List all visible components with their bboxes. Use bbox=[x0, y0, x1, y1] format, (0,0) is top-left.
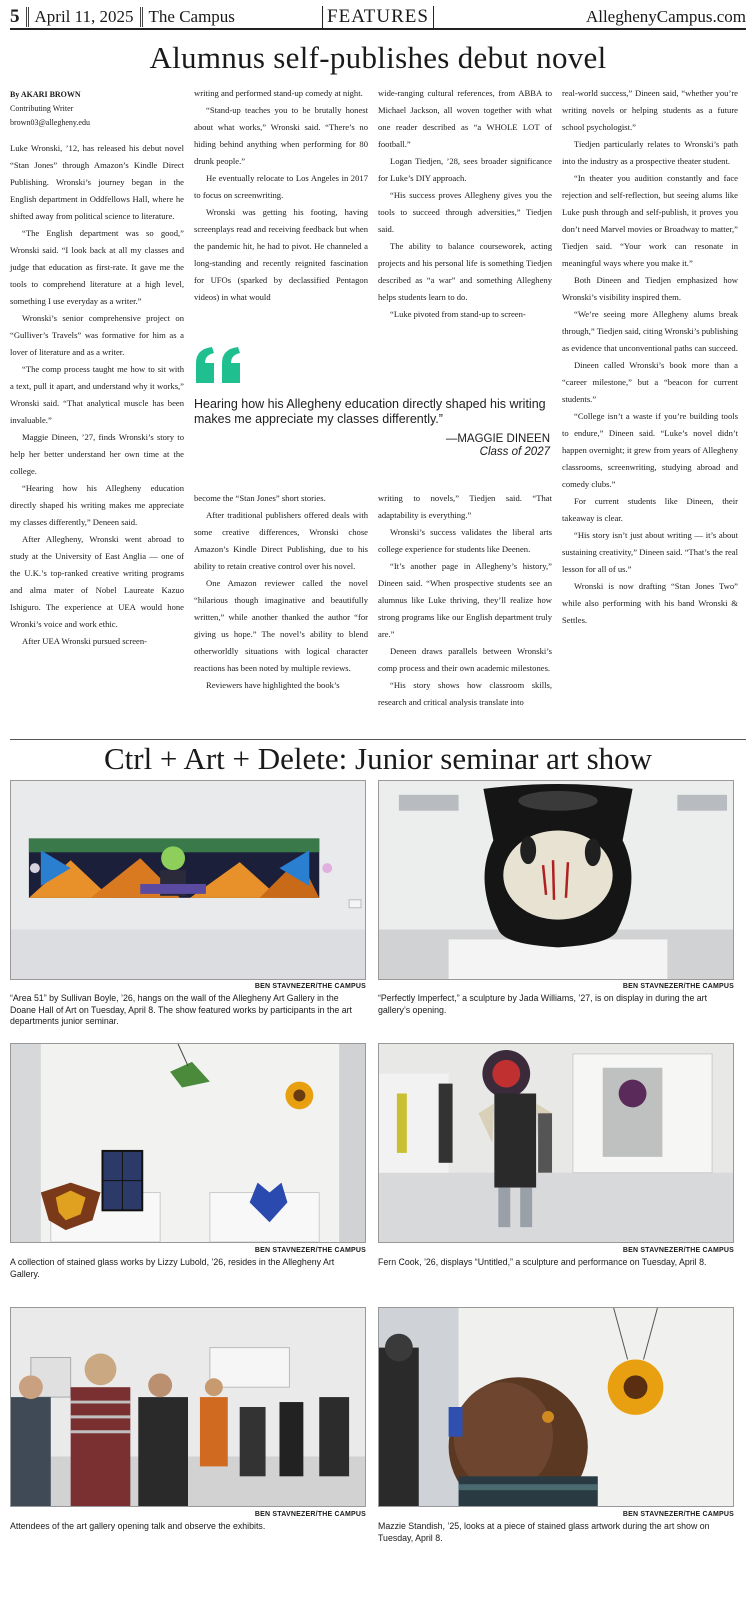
photo-perfectly-imperfect bbox=[378, 780, 734, 980]
quote-mark-icon bbox=[194, 345, 244, 385]
paragraph: Wronski’s success validates the liberal arts college experience for students like Deenen. bbox=[378, 527, 552, 554]
paragraph: He eventually relocate to Los Angeles in 2017 to focus on screenwriting. bbox=[194, 173, 368, 200]
paragraph: The ability to balance courseworek, acting projects and his personal life is something Tiedjen described as “a war” and something Allegheny helps students learn to do. bbox=[378, 241, 552, 302]
pull-quote-class: Class of 2027 bbox=[479, 446, 550, 458]
paragraph: “The English department was so good,” Wronski said. “I look back at all my classes and judge that education as first-rate. It gave me the tools to comprehend literature at a high level, something I use everyday as a writer.” bbox=[10, 228, 184, 306]
paragraph: “College isn’t a waste if you’re building tools to endure,” Dineen said. “Luke’s novel didn’t happen overnight; it grew from years of Allegheny classrooms, screenwriting, studying abroad and comedy clubs.” bbox=[562, 411, 738, 489]
paragraph: “His story isn’t just about writing — it’s about sustaining creativity,” Dineen said. “That’s the real lesson for all of us.” bbox=[562, 530, 738, 574]
photo-credit: BEN STAVNEZER/THE CAMPUS bbox=[254, 1247, 366, 1254]
paragraph: wide-ranging cultural references, from ABBA to Michael Jackson, all woven together with what one reader described as “a WHOLE LOT of football.” bbox=[378, 88, 552, 149]
paragraph: “The comp process taught me how to sit with a text, pull it apart, and understand why it works,” Wronski said. “That analytical muscle has been invaluable.” bbox=[10, 364, 184, 425]
paragraph: Logan Tiedjen, ’28, sees broader significance for Luke’s DIY approach. bbox=[378, 156, 552, 183]
page-number: 5 bbox=[10, 7, 29, 27]
byline-email[interactable]: brown03@allegheny.edu bbox=[10, 118, 90, 127]
paragraph: For current students like Dineen, their takeaway is clear. bbox=[562, 496, 738, 523]
site-link[interactable]: AlleghenyCampus.com bbox=[585, 7, 746, 26]
photo-caption: “Perfectly Imperfect,” a sculpture by Jada Williams, ’27, is on display in during the art gallery’s opening. bbox=[378, 993, 708, 1015]
section-divider bbox=[10, 739, 746, 740]
paragraph: “In theater you audition constantly and face rejection and self-reflection, but seeing alums like Luke push through and self-publish, it proves you don’t need Marvel movies or Broadway to matter,” Tiedjen said. “Your work can resonate in meaningful ways where you make it.” bbox=[562, 173, 738, 268]
paragraph: After Allegheny, Wronski went abroad to study at the University of East Anglia — one of the U.K.’s top-ranked creative writing programs and alma mater of Nobel Laureate Kazuo Ishiguro. The experience at UEA would hone Wronki’s voice and work ethic. bbox=[10, 534, 184, 629]
byline-role: Contributing Writer bbox=[10, 104, 74, 113]
section-label: FEATURES bbox=[322, 6, 434, 28]
paragraph: Tiedjen particularly relates to Wronski’s path into the industry as a prospective theater student. bbox=[562, 139, 738, 166]
paragraph: Maggie Dineen, ’27, finds Wronski’s story to help her better understand her own time at the college. bbox=[10, 432, 184, 476]
photo-caption: “Area 51” by Sullivan Boyle, ’26, hangs on the wall of the Allegheny Art Gallery in the Doane Hall of Art on Tuesday, April 8. The show featured works by participants in the art departments junior seminar. bbox=[10, 993, 352, 1026]
paragraph: real-world success,” Dineen said, “whether you’re writing novels or helping students as a future school psychologist.” bbox=[562, 88, 738, 132]
paragraph: become the “Stan Jones” short stories. bbox=[194, 493, 326, 503]
photo-caption: Fern Cook, ’26, displays “Untitled,” a sculpture and performance on Tuesday, April 8. bbox=[378, 1257, 707, 1267]
photo-caption: A collection of stained glass works by Lizzy Lubold, ’26, resides in the Allegheny Art Gallery. bbox=[10, 1257, 335, 1279]
article-headline: Alumnus self-publishes debut novel bbox=[149, 40, 607, 75]
paragraph: Both Dineen and Tiedjen emphasized how Wronski’s visibility inspired them. bbox=[562, 275, 738, 302]
photo-credit: BEN STAVNEZER/THE CAMPUS bbox=[254, 1511, 366, 1518]
byline bbox=[10, 88, 184, 130]
paragraph: “Luke pivoted from stand-up to screen- bbox=[390, 309, 526, 319]
paragraph: Dineen called Wronski’s book more than a “career milestone,” but a “beacon for current students.” bbox=[562, 360, 738, 404]
paragraph: “His story shows how classroom skills, research and critical analysis translate into bbox=[378, 680, 552, 707]
photo-caption: Attendees of the art gallery opening talk and observe the exhibits. bbox=[10, 1521, 266, 1531]
paragraph: “Hearing how his Allegheny education directly shaped his writing makes me appreciate my classes differently,” Deneen said. bbox=[10, 483, 184, 527]
article-column-3 bbox=[378, 85, 552, 323]
photo-caption: Mazzie Standish, ’25, looks at a piece of stained glass artwork during the art show on Tuesday, April 8. bbox=[378, 1521, 710, 1543]
pull-quote-attribution: —MAGGIE DINEEN bbox=[445, 433, 550, 445]
paragraph: “We’re seeing more Allegheny alums break through,” Tiedjen said, citing Wronski’s publishing as evidence that unconventional paths can succeed. bbox=[562, 309, 738, 353]
paragraph: “Stand-up teaches you to be brutally honest about what works,” Wronski said. “There’s no hiding behind anything when performing for 80 drunk people.” bbox=[194, 105, 368, 166]
article-column-2 bbox=[194, 85, 368, 306]
photo-stained-glass-viewer bbox=[378, 1307, 734, 1507]
photo-untitled-performance bbox=[378, 1043, 734, 1243]
pull-quote bbox=[194, 345, 554, 480]
paragraph: Wronski was getting his footing, having screenplays read and receiving feedback but when the pandemic hit, he had to pivot. He channeled a long-standing and recently reignited fascination for UFOs (sparked by declassified Pentagon videos) in what would bbox=[194, 207, 368, 302]
paragraph: writing to novels,” Tiedjen said. “That adaptability is everything.” bbox=[378, 493, 552, 520]
photo-area-51 bbox=[10, 780, 366, 980]
paragraph: Wronski is now drafting “Stan Jones Two” while also performing with his band Wronski & Settles. bbox=[562, 581, 738, 625]
photo-credit: BEN STAVNEZER/THE CAMPUS bbox=[622, 983, 734, 990]
paragraph: Deneen draws parallels between Wronski’s comp process and their own academic milestones. bbox=[378, 646, 552, 673]
photo-credit: BEN STAVNEZER/THE CAMPUS bbox=[622, 1511, 734, 1518]
paper-name: The Campus bbox=[148, 7, 235, 26]
paragraph: Luke Wronski, ’12, has released his debut novel “Stan Jones” through Amazon’s Kindle Direct Publishing. Wronski’s journey began in the English department in Oddfellows Hall, where he shifted away from political science to literature. bbox=[10, 143, 184, 221]
paragraph: “His success proves Allegheny gives you the tools to succeed through adversities,” Tiedjen said. bbox=[378, 190, 552, 234]
paragraph: Wronski’s senior comprehensive project on “Gulliver’s Travels” was formative for him as a lover of literature and as a writer. bbox=[10, 313, 184, 357]
photo-credit: BEN STAVNEZER/THE CAMPUS bbox=[254, 983, 366, 990]
article-column-1 bbox=[10, 140, 184, 650]
photo-credit: BEN STAVNEZER/THE CAMPUS bbox=[622, 1247, 734, 1254]
paragraph: One Amazon reviewer called the novel “hilarious though imaginative and beautifully written,” while another thanked the author “for giving us hope.” The novel’s ability to blend otherworldly situations with logical character reactions has been noted by multiple reviews. bbox=[194, 578, 368, 673]
paragraph: Reviewers have highlighted the book’s bbox=[206, 680, 340, 690]
issue-date: April 11, 2025 bbox=[29, 7, 143, 27]
paragraph: “It’s another page in Allegheny’s history,” Dineen said. “When prospective students see an alumnus like Luke thriving, they’ll realize how strong programs like our English department truly are.” bbox=[378, 561, 552, 639]
paragraph: After UEA Wronski pursued screen- bbox=[22, 636, 148, 646]
paragraph: After traditional publishers offered deals with some creative differences, Wronski chose Amazon’s Kindle Direct Publishing, due to his ability to retain creative control over his novel. bbox=[194, 510, 368, 571]
photo-stained-glass-collection bbox=[10, 1043, 366, 1243]
article-column-4 bbox=[562, 85, 738, 629]
byline-author: By AKARI BROWN bbox=[10, 90, 81, 99]
photo-section-headline: Ctrl + Art + Delete: Junior seminar art show bbox=[103, 741, 653, 776]
article-column-3-continued bbox=[378, 490, 552, 711]
paragraph: writing and performed stand-up comedy at night. bbox=[194, 88, 363, 98]
photo-attendees bbox=[10, 1307, 366, 1507]
article-column-2-continued bbox=[194, 490, 368, 694]
pull-quote-text: Hearing how his Allegheny education directly shaped his writing makes me appreciate my classes differently.” bbox=[194, 397, 546, 426]
